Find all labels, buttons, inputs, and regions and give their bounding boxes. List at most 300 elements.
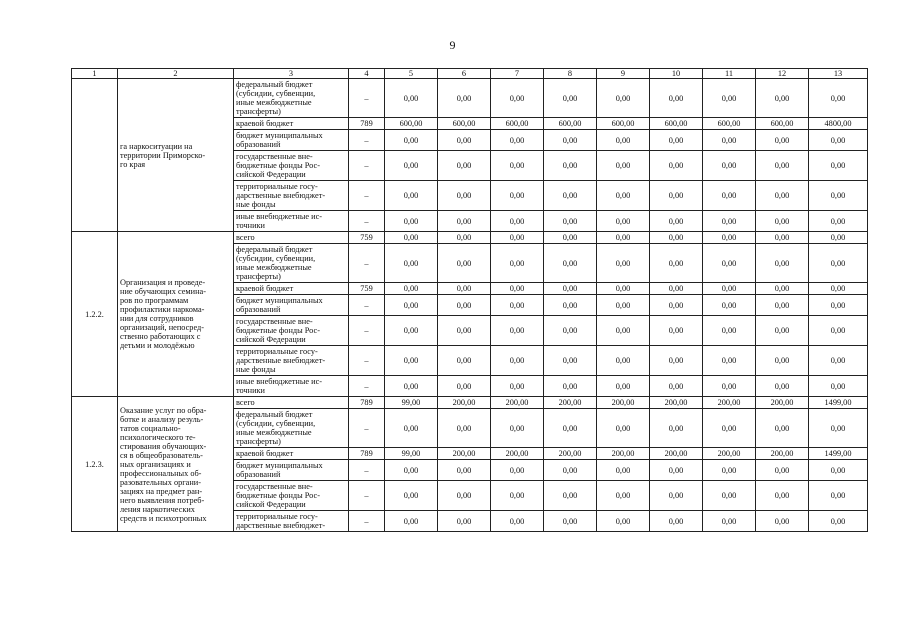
year-value: 0,00 [544,316,597,346]
funding-source-line: всего [236,398,255,407]
funding-source [234,397,349,409]
year-value: 200,00 [650,397,703,409]
year-value: 0,00 [385,244,438,283]
funding-source-line: бюджетные фонды Рос- [236,161,320,170]
year-value: 0,00 [544,79,597,118]
funding-source-line: бюджет муниципальных [236,131,323,140]
year-value: 0,00 [756,232,809,244]
activity-name-line: ления наркотических [120,504,195,514]
year-value: 0,00 [703,232,756,244]
column-number: 12 [756,69,809,79]
year-value: 0,00 [438,79,491,118]
funding-source-line: образований [236,470,281,479]
year-value: 0,00 [703,181,756,211]
year-value: 0,00 [438,460,491,481]
year-value: 0,00 [385,346,438,376]
year-value: 200,00 [491,448,544,460]
year-value: 99,00 [385,448,438,460]
activity-name-line: ственно работающих с [120,332,201,341]
budget-code: 759 [349,283,385,295]
activity-name [118,232,234,397]
funding-source-line: (субсидии, субвенции, [236,89,316,98]
column-number: 11 [703,69,756,79]
year-value: 200,00 [756,448,809,460]
year-value: 0,00 [597,346,650,376]
year-value: 0,00 [385,211,438,232]
year-value: 0,00 [438,511,491,532]
activity-name-line: психологического те- [120,432,196,442]
year-value: 0,00 [544,481,597,511]
total-value: 0,00 [809,511,868,532]
total-value: 0,00 [809,376,868,397]
year-value: 0,00 [650,283,703,295]
total-value: 0,00 [809,346,868,376]
year-value: 0,00 [650,376,703,397]
year-value: 0,00 [597,151,650,181]
funding-source [234,346,349,376]
budget-code: 789 [349,118,385,130]
funding-source-line: государственные вне- [236,317,313,326]
year-value: 0,00 [756,181,809,211]
year-value: 0,00 [438,481,491,511]
table-row [72,397,868,409]
funding-source-line: бюджет муниципальных [236,461,323,470]
activity-name-line: татов социально- [120,423,181,433]
column-number: 5 [385,69,438,79]
year-value: 0,00 [385,481,438,511]
budget-code: – [349,316,385,346]
year-value: 0,00 [491,295,544,316]
total-value: 1499,00 [809,448,868,460]
year-value: 0,00 [491,283,544,295]
year-value: 0,00 [650,409,703,448]
funding-source [234,316,349,346]
year-value: 0,00 [544,460,597,481]
year-value: 0,00 [544,295,597,316]
funding-source-line: ные фонды [236,200,276,209]
funding-source-line: точники [236,386,265,395]
year-value: 0,00 [703,316,756,346]
year-value: 0,00 [385,316,438,346]
budget-code: – [349,244,385,283]
year-value: 200,00 [703,397,756,409]
year-value: 600,00 [385,118,438,130]
funding-source-line: (субсидии, субвенции, [236,254,316,263]
funding-source-line: федеральный бюджет [236,410,313,419]
funding-source [234,79,349,118]
year-value: 0,00 [438,409,491,448]
funding-source-line: краевой бюджет [236,449,294,458]
year-value: 0,00 [544,511,597,532]
year-value: 0,00 [491,211,544,232]
year-value: 0,00 [491,376,544,397]
funding-source [234,295,349,316]
year-value: 0,00 [650,79,703,118]
year-value: 0,00 [650,151,703,181]
year-value: 0,00 [385,79,438,118]
activity-name-line: ся в общеобразователь- [120,450,203,460]
funding-source-line: трансферты) [236,272,281,281]
total-value: 0,00 [809,79,868,118]
year-value: 0,00 [756,130,809,151]
activity-name-line: ботке и анализу резуль- [120,414,204,424]
funding-source-line: трансферты) [236,437,281,446]
budget-code: – [349,295,385,316]
year-value: 0,00 [703,151,756,181]
funding-source-line: сийской Федерации [236,170,306,179]
budget-code: – [349,511,385,532]
budget-code: – [349,181,385,211]
year-value: 0,00 [491,244,544,283]
year-value: 200,00 [756,397,809,409]
year-value: 0,00 [385,232,438,244]
funding-source-line: краевой бюджет [236,119,294,128]
column-number: 2 [118,69,234,79]
year-value: 0,00 [597,283,650,295]
funding-source [234,409,349,448]
year-value: 0,00 [650,181,703,211]
year-value: 0,00 [756,151,809,181]
funding-source-line: государственные вне- [236,482,313,491]
year-value: 0,00 [597,211,650,232]
year-value: 0,00 [597,460,650,481]
year-value: 0,00 [756,79,809,118]
year-value: 0,00 [597,481,650,511]
total-value: 1499,00 [809,397,868,409]
year-value: 0,00 [756,460,809,481]
year-value: 0,00 [703,79,756,118]
budget-code: – [349,481,385,511]
year-value: 200,00 [703,448,756,460]
budget-code: – [349,409,385,448]
year-value: 0,00 [597,409,650,448]
funding-source-line: дарственные внебюджет- [236,191,326,200]
activity-name-line: га наркоситуации на [120,141,193,151]
funding-source [234,232,349,244]
total-value: 0,00 [809,181,868,211]
year-value: 0,00 [438,181,491,211]
year-value: 0,00 [491,346,544,376]
year-value: 0,00 [491,232,544,244]
year-value: 0,00 [491,130,544,151]
budget-code: 789 [349,397,385,409]
year-value: 0,00 [703,283,756,295]
funding-source-line: бюджетные фонды Рос- [236,326,320,335]
total-value: 0,00 [809,232,868,244]
funding-source-line: сийской Федерации [236,500,306,509]
year-value: 0,00 [491,316,544,346]
year-value: 99,00 [385,397,438,409]
year-value: 0,00 [438,232,491,244]
item-number: 1.2.3. [72,397,118,532]
year-value: 0,00 [544,409,597,448]
activity-name-line: организаций, непосред- [120,323,204,332]
year-value: 600,00 [756,118,809,130]
budget-code: – [349,130,385,151]
year-value: 0,00 [756,481,809,511]
year-value: 0,00 [385,130,438,151]
column-number: 8 [544,69,597,79]
year-value: 200,00 [438,448,491,460]
budget-code: – [349,346,385,376]
total-value: 0,00 [809,409,868,448]
year-value: 0,00 [438,295,491,316]
year-value: 0,00 [385,295,438,316]
column-number: 1 [72,69,118,79]
year-value: 0,00 [650,232,703,244]
year-value: 0,00 [597,316,650,346]
year-value: 0,00 [385,409,438,448]
budget-code: – [349,151,385,181]
year-value: 0,00 [703,376,756,397]
activity-name [118,397,234,532]
funding-source [234,283,349,295]
column-number: 9 [597,69,650,79]
year-value: 0,00 [756,511,809,532]
funding-source-line: образований [236,305,281,314]
funding-source-line: иные внебюджетные ис- [236,212,323,221]
funding-source-line: трансферты) [236,107,281,116]
year-value: 0,00 [650,460,703,481]
activity-name [118,79,234,232]
year-value: 0,00 [438,211,491,232]
funding-source [234,448,349,460]
year-value: 0,00 [703,481,756,511]
year-value: 0,00 [597,511,650,532]
year-value: 0,00 [544,244,597,283]
funding-source-line: федеральный бюджет [236,245,313,254]
activity-name-line: стирования обучающих- [120,441,207,451]
year-value: 0,00 [385,511,438,532]
budget-code: – [349,79,385,118]
funding-source-line: ные фонды [236,365,276,374]
funding-source-line: иные межбюджетные [236,428,312,437]
year-value: 200,00 [597,397,650,409]
activity-name-line: детьми и молодёжью [120,341,195,350]
year-value: 0,00 [438,151,491,181]
year-value: 0,00 [438,244,491,283]
budget-code: 789 [349,448,385,460]
year-value: 0,00 [491,511,544,532]
activity-name-line: Организация и проведе- [120,278,206,287]
year-value: 600,00 [703,118,756,130]
page-number: 9 [449,38,456,52]
activity-name-line: Оказание услуг по обра- [120,405,207,415]
year-value: 0,00 [597,295,650,316]
year-value: 0,00 [385,376,438,397]
activity-name-line: территории Приморско- [120,150,206,160]
funding-source [234,181,349,211]
year-value: 0,00 [703,511,756,532]
year-value: 0,00 [756,295,809,316]
column-number: 10 [650,69,703,79]
funding-source [234,130,349,151]
year-value: 0,00 [597,244,650,283]
activity-name-line: го края [120,159,146,169]
year-value: 0,00 [491,151,544,181]
budget-code: – [349,460,385,481]
total-value: 0,00 [809,151,868,181]
funding-source-line: территориальные госу- [236,512,318,521]
year-value: 0,00 [650,130,703,151]
activity-name-line: разовательных органи- [120,477,201,487]
funding-source-line: сийской Федерации [236,335,306,344]
year-value: 0,00 [438,376,491,397]
year-value: 0,00 [544,130,597,151]
column-number: 3 [234,69,349,79]
funding-source [234,151,349,181]
year-value: 0,00 [703,460,756,481]
year-value: 0,00 [491,181,544,211]
year-value: 0,00 [544,151,597,181]
year-value: 200,00 [597,448,650,460]
year-value: 0,00 [438,346,491,376]
funding-source-line: (субсидии, субвенции, [236,419,316,428]
year-value: 0,00 [756,211,809,232]
activity-name-line: профилактики наркома- [120,305,205,314]
total-value: 4800,00 [809,118,868,130]
year-value: 0,00 [756,316,809,346]
year-value: 0,00 [385,181,438,211]
total-value: 0,00 [809,481,868,511]
year-value: 0,00 [385,460,438,481]
total-value: 0,00 [809,211,868,232]
year-value: 0,00 [385,151,438,181]
funding-source [234,118,349,130]
year-value: 0,00 [544,283,597,295]
year-value: 0,00 [756,283,809,295]
year-value: 600,00 [597,118,650,130]
year-value: 0,00 [650,511,703,532]
funding-source-line: территориальные госу- [236,182,318,191]
funding-source-line: иные межбюджетные [236,98,312,107]
activity-name-line: него выявления потреб- [120,495,205,505]
funding-source-line: образований [236,140,281,149]
year-value: 0,00 [597,79,650,118]
year-value: 0,00 [544,376,597,397]
total-value: 0,00 [809,244,868,283]
total-value: 0,00 [809,316,868,346]
funding-source-line: государственные вне- [236,152,313,161]
funding-source-line: территориальные госу- [236,347,318,356]
year-value: 0,00 [703,409,756,448]
funding-source [234,211,349,232]
year-value: 200,00 [544,448,597,460]
column-number: 4 [349,69,385,79]
column-number: 7 [491,69,544,79]
funding-source [234,244,349,283]
activity-name-line: средств и психотропных [120,513,207,523]
year-value: 0,00 [597,376,650,397]
funding-source-line: дарственные внебюджет- [236,356,326,365]
year-value: 0,00 [544,232,597,244]
year-value: 200,00 [544,397,597,409]
funding-source-line: федеральный бюджет [236,80,313,89]
total-value: 0,00 [809,295,868,316]
year-value: 0,00 [491,460,544,481]
total-value: 0,00 [809,460,868,481]
year-value: 0,00 [756,244,809,283]
year-value: 0,00 [491,409,544,448]
year-value: 0,00 [597,181,650,211]
column-number-row [72,69,868,79]
funding-source-line: всего [236,233,255,242]
year-value: 0,00 [438,283,491,295]
budget-code: – [349,211,385,232]
funding-source [234,511,349,532]
year-value: 0,00 [491,79,544,118]
year-value: 0,00 [438,130,491,151]
funding-source-line: иные межбюджетные [236,263,312,272]
year-value: 0,00 [438,316,491,346]
table-row [72,79,868,118]
year-value: 0,00 [703,295,756,316]
year-value: 0,00 [385,283,438,295]
funding-source-line: иные внебюджетные ис- [236,377,323,386]
year-value: 0,00 [544,346,597,376]
year-value: 0,00 [703,130,756,151]
funding-source-line: дарственные внебюджет- [236,521,326,530]
budget-table [71,68,868,532]
year-value: 0,00 [650,211,703,232]
year-value: 0,00 [756,376,809,397]
budget-code: – [349,376,385,397]
year-value: 0,00 [650,244,703,283]
year-value: 0,00 [491,481,544,511]
year-value: 0,00 [650,346,703,376]
funding-source-line: бюджет муниципальных [236,296,323,305]
year-value: 0,00 [703,244,756,283]
funding-source [234,460,349,481]
year-value: 0,00 [756,346,809,376]
year-value: 600,00 [491,118,544,130]
year-value: 0,00 [703,211,756,232]
total-value: 0,00 [809,130,868,151]
activity-name-line: нии для сотрудников [120,314,194,323]
activity-name-line: зациях на предмет ран- [120,486,203,496]
year-value: 200,00 [491,397,544,409]
budget-code: 759 [349,232,385,244]
year-value: 0,00 [544,181,597,211]
funding-source-line: точники [236,221,265,230]
column-number: 13 [809,69,868,79]
year-value: 0,00 [544,211,597,232]
total-value: 0,00 [809,283,868,295]
activity-name-line: профессиональных об- [120,468,202,478]
item-number [72,79,118,232]
year-value: 0,00 [597,130,650,151]
item-number: 1.2.2. [72,232,118,397]
year-value: 0,00 [650,481,703,511]
year-value: 0,00 [703,346,756,376]
year-value: 600,00 [544,118,597,130]
year-value: 200,00 [650,448,703,460]
funding-source-line: бюджетные фонды Рос- [236,491,320,500]
year-value: 0,00 [597,232,650,244]
activity-name-line: ных организациях и [120,459,191,469]
year-value: 600,00 [438,118,491,130]
activity-name-line: ров по программам [120,296,189,305]
activity-name-line: ние обучающих семина- [120,287,206,296]
year-value: 0,00 [756,409,809,448]
funding-source [234,481,349,511]
year-value: 0,00 [650,295,703,316]
year-value: 600,00 [650,118,703,130]
funding-source-line: краевой бюджет [236,284,294,293]
year-value: 0,00 [650,316,703,346]
year-value: 200,00 [438,397,491,409]
funding-source [234,376,349,397]
